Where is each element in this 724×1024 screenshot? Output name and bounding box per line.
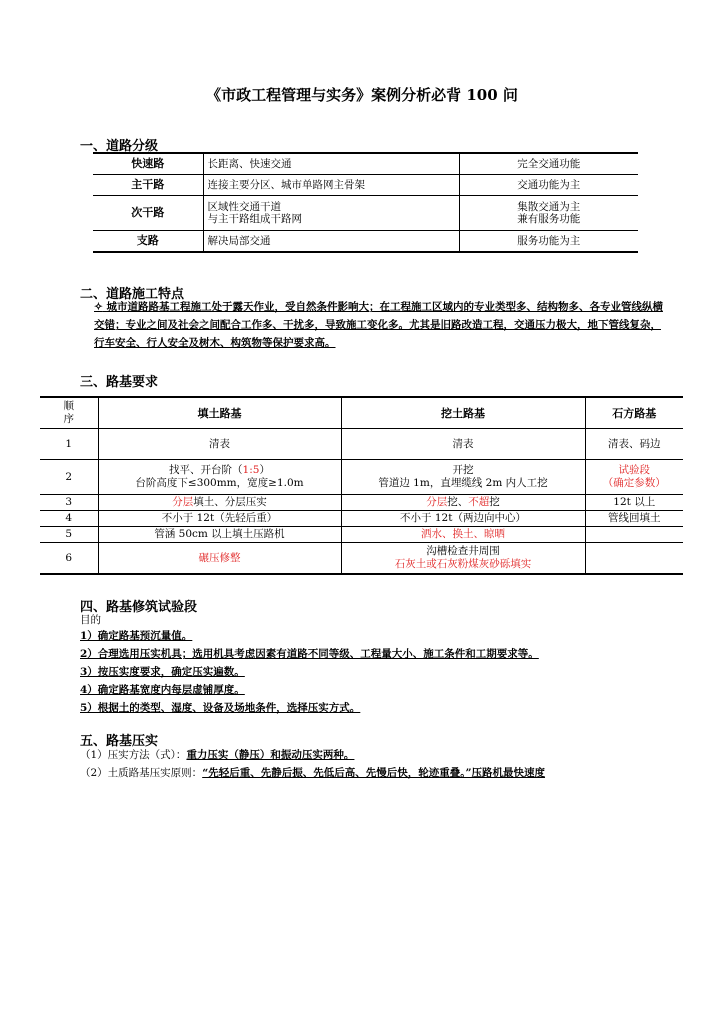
- rock-cell: [585, 511, 683, 527]
- cell-line: 连接主要分区、城市单路网主骨架: [207, 179, 365, 191]
- cell-text: 碾压修整: [198, 551, 241, 564]
- subgrade-table-header-row: [40, 397, 683, 429]
- cut-cell: [341, 495, 585, 511]
- cell-text: 不小于 12t（先轻后重）: [161, 512, 278, 524]
- cell-text: 台阶高度下≤300mm，宽度≥1.0m: [135, 477, 304, 489]
- cell-text: 分层: [426, 496, 448, 508]
- road-class-description-cell: [203, 175, 459, 196]
- header-cut-cell: 挖土路基: [341, 397, 585, 429]
- cell-text: 找平、开台阶（: [169, 464, 243, 476]
- header-rock-cell: 石方路基: [585, 397, 683, 429]
- cell-text: 清表、码边: [608, 437, 661, 450]
- cell-line: 长距离、快速交通: [207, 158, 292, 170]
- cell-line: 集散交通为主: [517, 201, 581, 213]
- trial-purpose-item: 1）确定路基预沉量值。: [80, 630, 193, 642]
- compaction-principle-text: “先轻后重、先静后振、先低后高、先慢后快，轮迹重叠。”压路机最快速度: [202, 767, 546, 779]
- cell-text: 开挖: [452, 464, 474, 476]
- cell-line: 解决局部交通: [207, 235, 271, 247]
- header-fill-cell: 填土路基: [98, 397, 341, 429]
- fill-cell: [98, 429, 341, 460]
- cell-text: 石灰土或石灰粉煤灰砂砾填实: [394, 558, 532, 570]
- subgrade-table-row: [40, 495, 683, 511]
- cell-text: 12t 以上: [613, 496, 656, 508]
- cell-line: 服务功能为主: [517, 235, 581, 247]
- section-heading-road-class: 一、道路分级: [80, 139, 159, 154]
- road-class-row: [93, 175, 638, 196]
- rock-cell: [585, 460, 683, 495]
- cell-line: 完全交通功能: [517, 158, 581, 170]
- road-class-function-cell: [459, 153, 638, 175]
- fill-cell: [98, 511, 341, 527]
- cell-text: 清表: [209, 437, 230, 450]
- header-seq-char: 序: [63, 413, 74, 425]
- cut-cell: [341, 460, 585, 495]
- rock-cell: [585, 543, 683, 575]
- cell-text: 不小于 12t（两边向中心）: [400, 512, 526, 524]
- fill-cell: [98, 460, 341, 495]
- compaction-method-line: [80, 748, 354, 762]
- cell-text: 1:5: [242, 464, 260, 476]
- section-heading-subgrade-requirements: 三、路基要求: [80, 375, 159, 390]
- header-seq-char: 顺: [63, 400, 74, 412]
- section-heading-construction-features: 二、道路施工特点: [80, 287, 185, 302]
- compaction-method-text: 重力压实（静压）和振动压实两种。: [186, 749, 355, 761]
- cell-text: （确定参数）: [602, 477, 666, 489]
- road-class-name-cell: 快速路: [93, 153, 203, 175]
- header-seq-cell: [40, 397, 98, 429]
- construction-features-text: 城市道路路基工程施工处于露天作业，受自然条件影响大；在工程施工区域内的专业类型多、结构物多、各专业管线纵横交错；专业之间及社会之间配合工作多、干扰多，导致施工变化多。尤其是旧路改造工程，交通压力极大，地下管线复杂，行车安全、行人安全及树木、构筑物等保护要求高。: [94, 301, 663, 349]
- section-heading-trial-section: 四、路基修筑试验段: [80, 600, 198, 615]
- road-class-function-cell: [459, 196, 638, 231]
- fill-cell: [98, 527, 341, 543]
- cell-line: 与主干路组成干路网: [207, 213, 302, 225]
- page-title: 《市政工程管理与实务》案例分析必背 100 问: [206, 86, 518, 104]
- trial-purpose-item: 5）根据土的类型、湿度、设备及场地条件，选择压实方式。: [80, 702, 361, 714]
- cell-text: 填土、分层压实: [193, 496, 267, 508]
- compaction-principle-line: [80, 766, 545, 780]
- cell-text: 挖、: [447, 496, 469, 508]
- cell-text: 沟槽检查井周围: [426, 545, 500, 557]
- cut-cell: [341, 511, 585, 527]
- cell-text: 管线回填土: [608, 512, 661, 524]
- trial-section-purpose-label: 目的: [80, 614, 101, 626]
- subgrade-table-row: [40, 543, 683, 575]
- section-heading-compaction: 五、路基压实: [80, 734, 159, 749]
- seq-cell: 1: [40, 429, 98, 460]
- seq-cell: 3: [40, 495, 98, 511]
- cut-cell: [341, 527, 585, 543]
- road-class-row: [93, 153, 638, 175]
- cell-line: 兼有服务功能: [517, 213, 581, 225]
- cell-text: ）: [259, 464, 270, 476]
- road-class-row: [93, 196, 638, 231]
- subgrade-requirements-table: [40, 396, 683, 575]
- road-class-description-cell: [203, 196, 459, 231]
- subgrade-table-row: [40, 527, 683, 543]
- cell-text: 管涵 50cm 以上填土压路机: [154, 528, 285, 540]
- cell-text: 挖: [489, 496, 500, 508]
- diamond-bullet-icon: ✧: [94, 301, 103, 313]
- road-class-name-cell: 次干路: [93, 196, 203, 231]
- compaction-method-label: （1）压实方法（式）：: [80, 749, 187, 761]
- cut-cell: [341, 429, 585, 460]
- construction-features-paragraph: [94, 298, 664, 352]
- seq-cell: 2: [40, 460, 98, 495]
- trial-purpose-item: 4）确定路基宽度内每层虚铺厚度。: [80, 684, 245, 696]
- cell-text: 分层: [172, 496, 194, 508]
- road-class-row: [93, 231, 638, 253]
- cell-text: 洒水、换土、晾晒: [421, 528, 505, 540]
- road-class-description-cell: [203, 231, 459, 253]
- road-class-table: [93, 152, 638, 253]
- subgrade-table-row: [40, 460, 683, 495]
- cell-line: 交通功能为主: [517, 179, 581, 191]
- rock-cell: [585, 495, 683, 511]
- cell-line: 区域性交通干道: [207, 201, 281, 213]
- trial-purpose-item: 2）合理选用压实机具；选用机具考虑因素有道路不同等级、工程量大小、施工条件和工期要求等。: [80, 648, 539, 660]
- rock-cell: [585, 429, 683, 460]
- road-class-name-cell: 主干路: [93, 175, 203, 196]
- road-class-name-cell: 支路: [93, 231, 203, 253]
- road-class-function-cell: [459, 231, 638, 253]
- seq-cell: 4: [40, 511, 98, 527]
- road-class-function-cell: [459, 175, 638, 196]
- fill-cell: [98, 495, 341, 511]
- cell-text: 不超: [468, 496, 490, 508]
- cell-text: 试验段: [618, 464, 650, 476]
- fill-cell: [98, 543, 341, 575]
- subgrade-table-row: [40, 429, 683, 460]
- rock-cell: [585, 527, 683, 543]
- seq-cell: 5: [40, 527, 98, 543]
- subgrade-table-row: [40, 511, 683, 527]
- road-class-description-cell: [203, 153, 459, 175]
- cell-text: 管道边 1m，直埋缆线 2m 内人工挖: [378, 477, 548, 489]
- seq-cell: 6: [40, 543, 98, 575]
- trial-purpose-item: 3）按压实度要求，确定压实遍数。: [80, 666, 245, 678]
- compaction-principle-label: （2）土质路基压实原则：: [80, 767, 203, 779]
- cut-cell: [341, 543, 585, 575]
- cell-text: 清表: [452, 437, 474, 450]
